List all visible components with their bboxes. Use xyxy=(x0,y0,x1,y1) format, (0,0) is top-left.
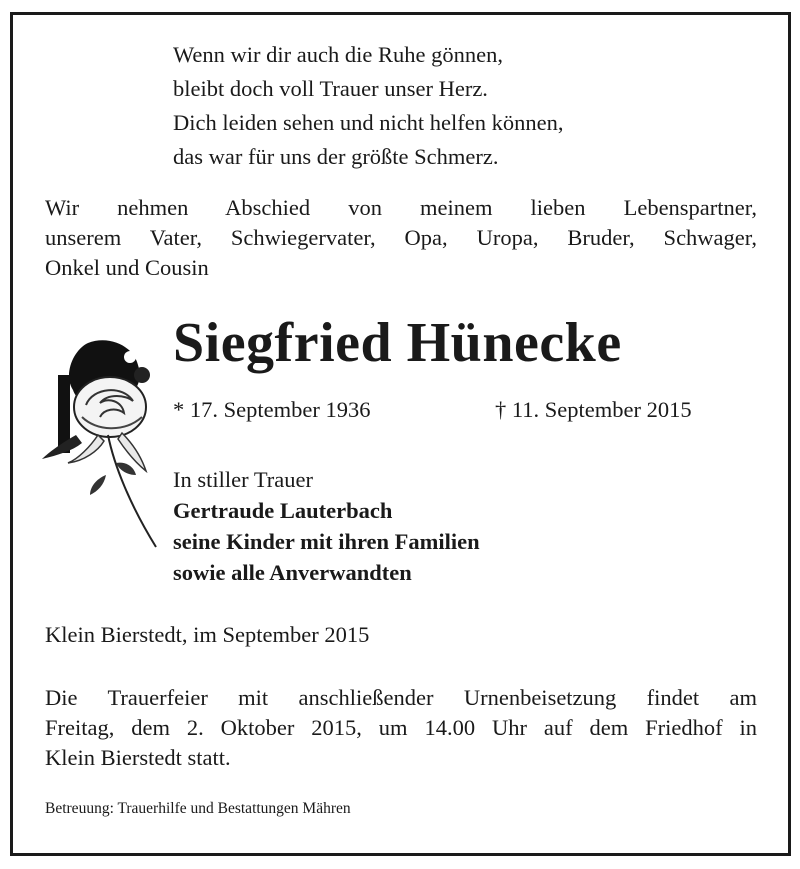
intro-line: Wir nehmen Abschied von meinem lieben Lebenspartner, xyxy=(45,195,757,220)
mourners-lead: In stiller Trauer xyxy=(173,467,313,492)
farewell-intro xyxy=(45,193,757,283)
mourner-line: seine Kinder mit ihren Familien xyxy=(173,529,480,554)
service-info xyxy=(45,683,757,773)
funeral-home: Betreuung: Trauerhilfe und Bestattungen Mähren xyxy=(45,800,351,817)
death-date: † 11. September 2015 xyxy=(495,397,692,422)
rose-icon xyxy=(38,335,163,550)
birth-date: * 17. September 1936 xyxy=(173,397,371,422)
poem-line: das war für uns der größte Schmerz. xyxy=(173,144,499,169)
poem xyxy=(173,38,564,174)
mourner-line: Gertraude Lauterbach xyxy=(173,498,393,523)
place-date: Klein Bierstedt, im September 2015 xyxy=(45,622,370,647)
service-line: Die Trauerfeier mit anschließender Urnenbeisetzung findet am xyxy=(45,685,757,710)
service-line: Klein Bierstedt statt. xyxy=(45,745,231,770)
mourners xyxy=(173,464,480,588)
intro-line: Onkel und Cousin xyxy=(45,255,209,280)
poem-line: bleibt doch voll Trauer unser Herz. xyxy=(173,76,488,101)
poem-line: Dich leiden sehen und nicht helfen können, xyxy=(173,110,564,135)
deceased-name: Siegfried Hünecke xyxy=(173,312,622,374)
mourner-line: sowie alle Anverwandten xyxy=(173,560,412,585)
poem-line: Wenn wir dir auch die Ruhe gönnen, xyxy=(173,42,503,67)
intro-line: unserem Vater, Schwiegervater, Opa, Uropa, Bruder, Schwager, xyxy=(45,225,757,250)
service-line: Freitag, dem 2. Oktober 2015, um 14.00 Uhr auf dem Friedhof in xyxy=(45,715,757,740)
